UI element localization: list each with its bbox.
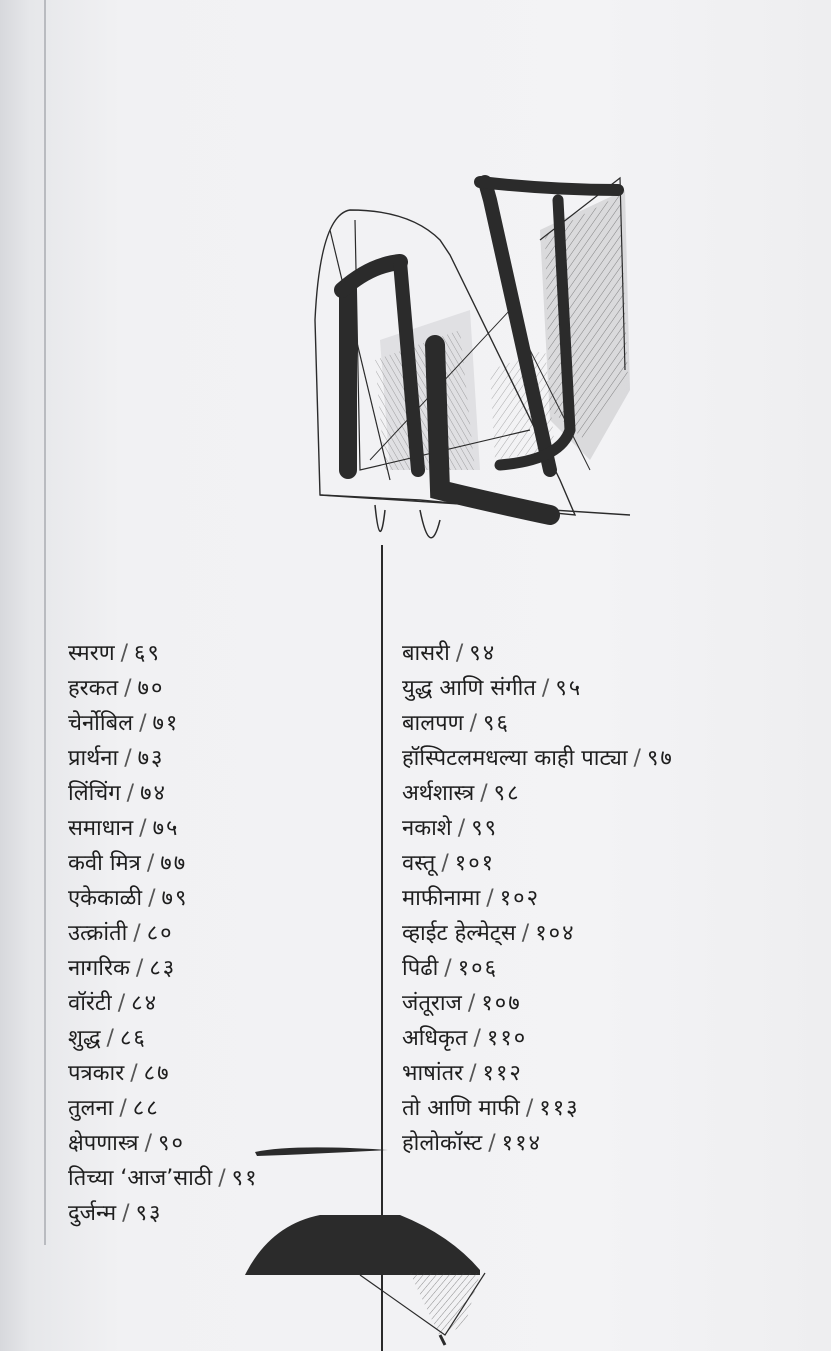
toc-entry-title: उत्क्रांती [68, 921, 128, 946]
toc-entry-title: तिच्या ‘आज’साठी [68, 1166, 213, 1191]
toc-entry-title: जंतूराज [402, 991, 462, 1016]
abstract-sketch-illustration [300, 170, 640, 560]
toc-entry-separator: / [473, 1026, 481, 1051]
toc-entry [68, 811, 259, 846]
toc-entry-title: दुर्जन्म [68, 1201, 117, 1226]
brush-dash-mark [253, 1140, 393, 1164]
toc-entry-page-number: १०१ [454, 851, 496, 876]
toc-entry-page-number: ९१ [231, 1166, 259, 1191]
toc-entry [68, 986, 259, 1021]
toc-entry [68, 706, 259, 741]
toc-entry-title: भाषांतर [402, 1061, 464, 1086]
toc-entry-title: व्हाईट हेल्मेट्स [402, 921, 516, 946]
toc-entry-page-number: ७९ [161, 886, 189, 911]
toc-entry-title: तो आणि माफी [402, 1096, 520, 1121]
toc-entry-separator: / [124, 676, 132, 701]
toc-entry-title: वस्तू [402, 851, 436, 876]
toc-entry-separator: / [444, 956, 452, 981]
toc-left-column [68, 636, 259, 1231]
toc-entry-separator: / [139, 816, 147, 841]
toc-entry [68, 776, 259, 811]
toc-entry-separator: / [469, 711, 478, 736]
toc-entry-title: समाधान [68, 816, 134, 841]
toc-entry-title: तुलना [68, 1096, 114, 1121]
toc-entry-page-number: ७४ [140, 781, 167, 806]
toc-entry [68, 1091, 259, 1126]
toc-entry-page-number: ७५ [152, 816, 180, 841]
toc-entry-separator: / [525, 1096, 534, 1121]
toc-entry-title: क्षेपणास्त्र [68, 1131, 139, 1156]
toc-entry-page-number: ८७ [143, 1061, 171, 1086]
toc-entry-title: वॉरंटी [68, 991, 112, 1016]
toc-entry-title: अर्थशास्त्र [402, 781, 475, 806]
toc-entry-page-number: ९८ [493, 781, 521, 806]
toc-entry [68, 846, 259, 881]
toc-entry-page-number: ७० [137, 676, 165, 701]
toc-entry [68, 916, 259, 951]
toc-entry [402, 1091, 674, 1126]
toc-entry-page-number: ८८ [132, 1096, 160, 1121]
toc-entry-page-number: ११० [486, 1026, 528, 1051]
toc-entry-page-number: ९० [158, 1131, 185, 1156]
toc-entry-separator: / [480, 781, 488, 806]
toc-entry-title: पिढी [402, 956, 439, 981]
toc-entry-page-number: ११३ [539, 1096, 580, 1121]
toc-entry [68, 636, 259, 671]
toc-entry [402, 776, 674, 811]
toc-entry-page-number: ८६ [119, 1026, 147, 1051]
toc-entry-title: बालपण [402, 711, 464, 736]
toc-entry-title: अधिकृत [402, 1026, 468, 1051]
toc-entry [402, 916, 674, 951]
toc-entry-title: होलोकॉस्ट [402, 1131, 483, 1156]
toc-entry-separator: / [139, 711, 147, 736]
toc-entry-title: एकेकाळी [68, 886, 143, 911]
toc-entry-separator: / [126, 781, 135, 806]
toc-entry-separator: / [119, 1096, 127, 1121]
toc-entry [402, 636, 674, 671]
toc-entry [402, 741, 674, 776]
toc-entry-page-number: ११४ [501, 1131, 542, 1156]
toc-entry-page-number: ७३ [137, 746, 165, 771]
toc-entry-title: नागरिक [68, 956, 130, 981]
toc-entry-separator: / [488, 1131, 496, 1156]
toc-entry-title: शुद्ध [68, 1026, 101, 1051]
toc-entry [68, 741, 259, 776]
toc-entry-title: पत्रकार [68, 1061, 125, 1086]
toc-entry [402, 671, 674, 706]
toc-entry-separator: / [457, 816, 466, 841]
toc-entry [68, 671, 259, 706]
toc-entry [402, 986, 674, 1021]
toc-entry-separator: / [486, 886, 494, 911]
toc-entry-title: चेर्नोबिल [68, 711, 134, 736]
toc-entry [402, 881, 674, 916]
toc-entry-page-number: ९५ [555, 676, 583, 701]
toc-entry-separator: / [218, 1166, 226, 1191]
toc-entry-separator: / [130, 1061, 138, 1086]
toc-entry-separator: / [521, 921, 530, 946]
toc-entry-separator: / [455, 641, 464, 666]
toc-entry [402, 1056, 674, 1091]
toc-entry-separator: / [117, 991, 126, 1016]
toc-entry [402, 1126, 674, 1161]
toc-entry [68, 881, 259, 916]
toc-entry-separator: / [135, 956, 144, 981]
toc-entry-page-number: ९३ [135, 1201, 163, 1226]
toc-entry-page-number: ९७ [646, 746, 674, 771]
toc-entry-page-number: १०६ [457, 956, 499, 981]
toc-entry [68, 1021, 259, 1056]
toc-entry-page-number: ८३ [149, 956, 177, 981]
toc-entry-page-number: १०४ [535, 921, 576, 946]
toc-entry-title: कवी मित्र [68, 851, 141, 876]
toc-entry-title: प्रार्थना [68, 746, 119, 771]
toc-entry [68, 1196, 259, 1231]
page-margin-rule [44, 0, 46, 1245]
toc-entry [402, 846, 674, 881]
toc-entry-title: लिंचिंग [68, 781, 121, 806]
toc-entry-title: स्मरण [68, 641, 115, 666]
toc-right-column [402, 636, 674, 1161]
toc-entry-separator: / [124, 746, 132, 771]
toc-entry-title: नकाशे [402, 816, 452, 841]
toc-entry [402, 811, 674, 846]
toc-entry-separator: / [146, 851, 155, 876]
toc-entry-separator: / [144, 1131, 152, 1156]
toc-entry-separator: / [541, 676, 550, 701]
toc-entry-page-number: ७७ [160, 851, 188, 876]
toc-entry-title: बासरी [402, 641, 450, 666]
toc-entry-page-number: १०७ [481, 991, 522, 1016]
toc-entry-page-number: ९४ [469, 641, 497, 666]
toc-entry-separator: / [467, 991, 476, 1016]
toc-entry [68, 951, 259, 986]
toc-entry [68, 1056, 259, 1091]
toc-entry-page-number: ८४ [131, 991, 159, 1016]
toc-entry [402, 1021, 674, 1056]
toc-entry-separator: / [469, 1061, 477, 1086]
toc-entry-title: माफीनामा [402, 886, 481, 911]
toc-entry-page-number: ९६ [483, 711, 510, 736]
toc-entry-separator: / [148, 886, 156, 911]
toc-entry-page-number: ९९ [471, 816, 499, 841]
toc-entry [402, 951, 674, 986]
toc-entry [402, 706, 674, 741]
toc-entry-separator: / [120, 641, 129, 666]
toc-entry [68, 1126, 259, 1161]
toc-entry-title: हॉस्पिटलमधल्या काही पाट्या [402, 746, 628, 771]
toc-entry-separator: / [122, 1201, 130, 1226]
toc-entry-separator: / [633, 746, 641, 771]
toc-entry-title: हरकत [68, 676, 119, 701]
toc-entry-separator: / [133, 921, 141, 946]
abstract-sketch-bottom [240, 1205, 500, 1351]
toc-entry-separator: / [441, 851, 449, 876]
toc-entry-page-number: ११२ [482, 1061, 523, 1086]
toc-entry-page-number: ६९ [134, 641, 161, 666]
toc-entry-page-number: १०२ [499, 886, 541, 911]
toc-entry [68, 1161, 259, 1196]
toc-entry-page-number: ८० [146, 921, 174, 946]
toc-entry-separator: / [106, 1026, 114, 1051]
toc-entry-page-number: ७१ [152, 711, 180, 736]
toc-entry-title: युद्ध आणि संगीत [402, 676, 536, 701]
